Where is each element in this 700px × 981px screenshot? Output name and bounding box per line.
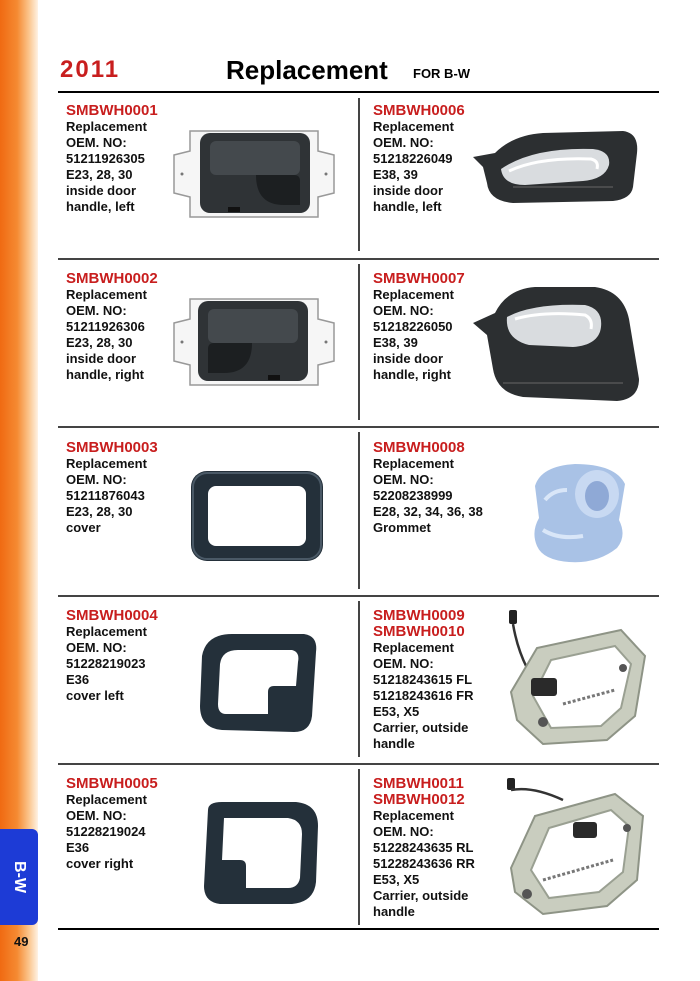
product-line: Replacement: [373, 119, 454, 134]
product-line: OEM. NO:: [373, 303, 434, 318]
product-line: handle, left: [66, 199, 135, 214]
product-code: SMBWH0004: [66, 607, 158, 624]
product-line: OEM. NO:: [66, 472, 127, 487]
rectangular-cover-frame-icon: [188, 468, 326, 564]
footer-rule: [58, 928, 659, 930]
product-line: 51211926306: [66, 319, 145, 334]
product-line: 51218226050: [373, 319, 453, 334]
product-line: cover right: [66, 856, 134, 871]
product-line: cover: [66, 520, 101, 535]
product-cell: [66, 608, 351, 758]
door-handle-insert-icon: [168, 125, 340, 223]
column-divider: [358, 432, 360, 589]
product-code: SMBWH0008: [373, 439, 465, 456]
product-line: cover left: [66, 688, 124, 703]
product-cell: [66, 103, 351, 253]
product-code: SMBWH0003: [66, 439, 158, 456]
chrome-door-handle-icon: [473, 283, 645, 405]
page-title: Replacement: [226, 55, 388, 85]
product-line: OEM. NO:: [373, 656, 434, 671]
product-line: Replacement: [373, 640, 454, 655]
product-cell: [373, 776, 658, 926]
product-line: Carrier, outside: [373, 888, 469, 903]
product-code: SMBWH0011: [373, 775, 464, 792]
column-divider: [358, 98, 360, 251]
product-line: Carrier, outside: [373, 720, 469, 735]
product-line: inside door: [373, 351, 444, 366]
product-line: 51228219024: [66, 824, 146, 839]
product-line: Replacement: [66, 624, 147, 639]
product-line: Replacement: [66, 456, 147, 471]
cover-frame-right-icon: [194, 798, 324, 908]
product-line: 51211876043: [66, 488, 145, 503]
door-handle-insert-icon: [168, 293, 340, 391]
handle-carrier-icon: [503, 776, 649, 916]
product-code: SMBWH0010: [373, 623, 465, 640]
product-line: handle, right: [66, 367, 144, 382]
product-line: 51228219023: [66, 656, 146, 671]
product-line: 51228243636 RR: [373, 856, 475, 871]
row-divider: [58, 258, 659, 260]
product-line: OEM. NO:: [373, 472, 434, 487]
product-line: Replacement: [66, 792, 147, 807]
product-line: 51218226049: [373, 151, 453, 166]
row-divider: [58, 595, 659, 597]
product-line: 51218243616 FR: [373, 688, 474, 703]
product-code: SMBWH0001: [66, 102, 158, 119]
product-cell: [66, 776, 351, 926]
section-tab-label: B-W: [10, 861, 28, 893]
product-cell: [373, 103, 658, 253]
product-line: inside door: [373, 183, 444, 198]
header-rule: [58, 91, 659, 93]
product-line: E36: [66, 840, 90, 855]
product-line: handle: [373, 736, 415, 751]
product-line: E36: [66, 672, 90, 687]
product-line: OEM. NO:: [66, 640, 127, 655]
product-code: SMBWH0009: [373, 607, 465, 624]
cover-frame-left-icon: [192, 630, 322, 736]
product-line: handle, left: [373, 199, 442, 214]
product-line: E23, 28, 30: [66, 335, 133, 350]
page-subtitle: FOR B-W: [413, 66, 471, 81]
product-line: E53, X5: [373, 872, 420, 887]
product-line: E38, 39: [373, 335, 418, 350]
row-divider: [58, 763, 659, 765]
section-tab[interactable]: [0, 829, 38, 925]
product-line: OEM. NO:: [373, 824, 434, 839]
product-cell: [373, 608, 658, 758]
product-line: 51211926305: [66, 151, 145, 166]
product-line: Grommet: [373, 520, 431, 535]
catalog-year: 2011: [60, 56, 121, 83]
product-line: Replacement: [373, 456, 454, 471]
product-line: handle: [373, 904, 415, 919]
chrome-door-handle-icon: [473, 127, 645, 207]
product-line: E38, 39: [373, 167, 418, 182]
handle-carrier-icon: [503, 608, 649, 748]
product-code: SMBWH0005: [66, 775, 158, 792]
grommet-icon: [523, 460, 635, 566]
product-line: 51218243615 FL: [373, 672, 473, 687]
product-line: Replacement: [66, 287, 147, 302]
product-line: 51228243635 RL: [373, 840, 474, 855]
product-line: Replacement: [373, 287, 454, 302]
product-line: OEM. NO:: [66, 303, 127, 318]
product-code: SMBWH0012: [373, 791, 465, 808]
product-line: Replacement: [66, 119, 147, 134]
product-line: OEM. NO:: [373, 135, 434, 150]
product-cell: [66, 271, 351, 421]
product-line: OEM. NO:: [66, 135, 127, 150]
product-line: E53, X5: [373, 704, 420, 719]
column-divider: [358, 601, 360, 757]
product-cell: [373, 440, 658, 590]
product-line: 52208238999: [373, 488, 453, 503]
row-divider: [58, 426, 659, 428]
product-code: SMBWH0006: [373, 102, 465, 119]
column-divider: [358, 264, 360, 420]
page-number: 49: [14, 934, 29, 949]
product-line: Replacement: [373, 808, 454, 823]
product-code: SMBWH0002: [66, 270, 158, 287]
product-line: E23, 28, 30: [66, 504, 133, 519]
product-line: handle, right: [373, 367, 451, 382]
product-line: E28, 32, 34, 36, 38: [373, 504, 483, 519]
column-divider: [358, 769, 360, 925]
product-code: SMBWH0007: [373, 270, 465, 287]
product-cell: [373, 271, 658, 421]
product-cell: [66, 440, 351, 590]
product-line: E23, 28, 30: [66, 167, 133, 182]
product-line: OEM. NO:: [66, 808, 127, 823]
product-line: inside door: [66, 183, 137, 198]
product-line: inside door: [66, 351, 137, 366]
